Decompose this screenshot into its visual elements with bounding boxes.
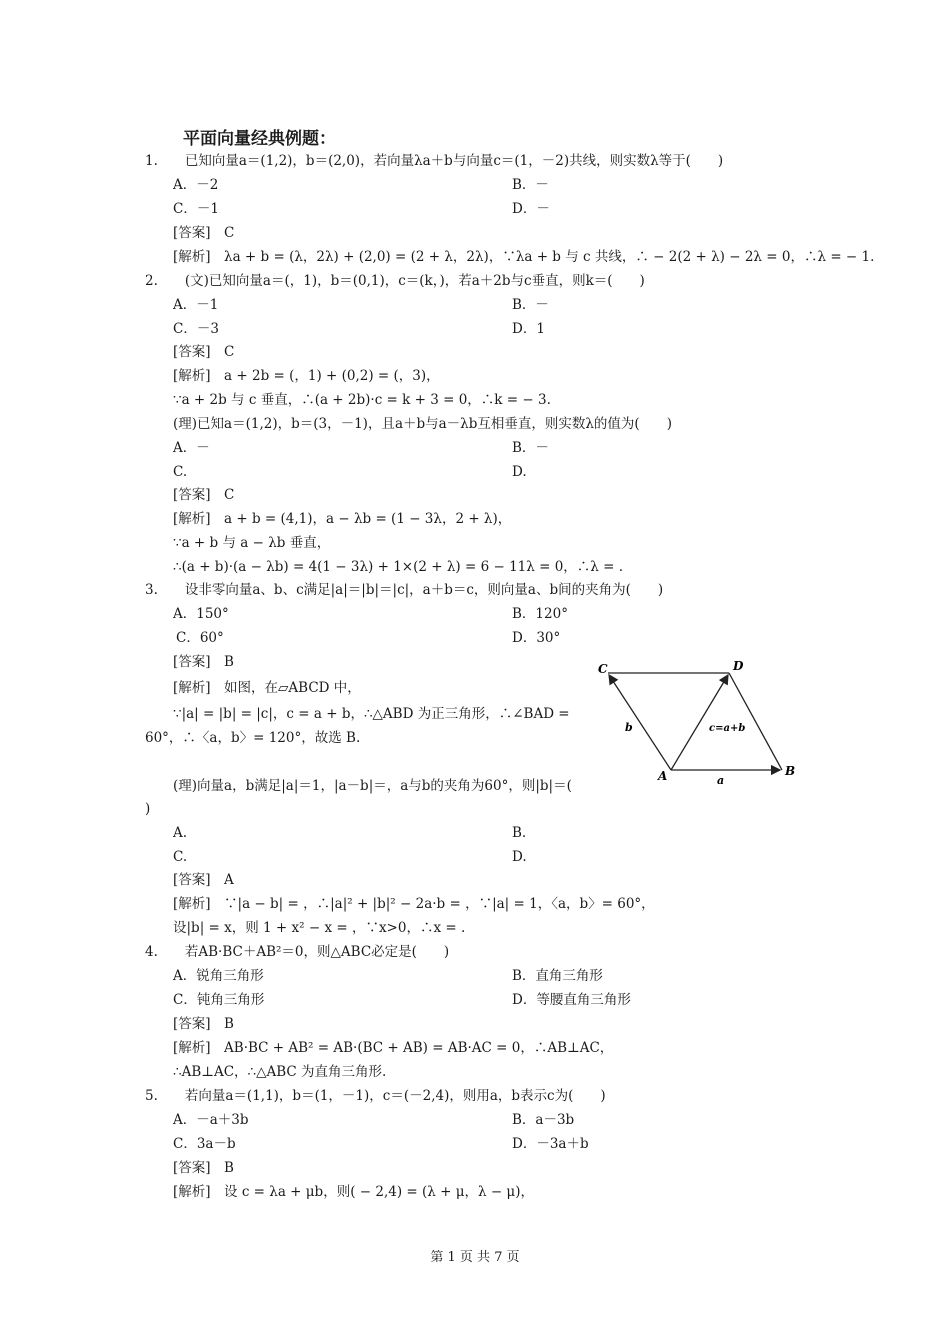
text-line: 5. 若向量a＝(1,1)，b＝(1，－1)，c＝(－2,4)，则用a，b表示c为( ) [145, 1088, 606, 1104]
text-line: [答案] C [173, 487, 235, 503]
text-line: ∵a + b 与 a − λb 垂直， [173, 535, 331, 551]
text-line: 设|b| = x，则 1 + x² − x = ，∵x>0，∴x = . [173, 920, 466, 936]
text-line: [答案] B [173, 1016, 234, 1032]
text-line: D. [512, 849, 527, 865]
text-line: A. [173, 825, 188, 841]
page-footer: 第 1 页 共 7 页 [430, 1250, 520, 1265]
text-line: D．－ [512, 201, 550, 217]
parallelogram-figure [592, 656, 802, 786]
text-line: B．－ [512, 440, 549, 456]
document-title: 平面向量经典例题： [183, 129, 336, 149]
text-line: B．120° [512, 606, 568, 622]
text-line: B. [512, 825, 527, 841]
point-label-c: C [598, 662, 608, 676]
text-line: A．－a＋3b [173, 1112, 249, 1128]
text-line: 4. 若AB·BC＋AB²＝0，则△ABC必定是( ) [145, 944, 450, 960]
point-label-a: A [658, 769, 668, 783]
vector-label-a: a [717, 774, 725, 786]
text-line: B．直角三角形 [512, 968, 603, 984]
text-line: [答案] C [173, 225, 235, 241]
text-line: A．－1 [173, 297, 219, 313]
text-line: C．60° [176, 630, 224, 646]
text-line: D．1 [512, 321, 545, 337]
text-line: 3. 设非零向量a、b、c满足|a|＝|b|＝|c|，a＋b＝c，则向量a、b间的夹角为( ) [145, 582, 664, 598]
text-line: [答案] A [173, 872, 234, 888]
vector-b [609, 675, 671, 770]
text-line: ∵a + 2b 与 c 垂直，∴(a + 2b)·c = k + 3 = 0，∴k = − 3. [173, 392, 551, 408]
text-line: B．－ [512, 297, 549, 313]
text-line: 1. 已知向量a＝(1,2)，b＝(2,0)，若向量λa＋b与向量c＝(1，－2)共线，则实数λ等于( ) [145, 153, 724, 169]
text-line: ∵|a| = |b| = |c|，c = a + b，∴△ABD 为正三角形，∴∠BAD = [173, 706, 570, 722]
vector-label-c: c=a+b [709, 723, 746, 734]
text-line: D．30° [512, 630, 561, 646]
text-line: ) [145, 801, 151, 817]
text-line: [解析] ∵|a − b| = ，∴|a|² + |b|² − 2a·b = ，∵|a| = 1，〈a，b〉= 60°， [173, 896, 655, 912]
text-line: C．钝角三角形 [173, 992, 265, 1008]
text-line: 2. (文)已知向量a＝(，1)，b＝(0,1)，c＝(k，)，若a＋2b与c垂直，则k＝( ) [145, 273, 645, 289]
text-line: D．等腰直角三角形 [512, 992, 631, 1008]
text-line: A．锐角三角形 [173, 968, 264, 984]
text-line: [解析] 设 c = λa + μb，则( − 2,4) = (λ + μ，λ − μ)， [173, 1184, 534, 1200]
text-line: C．－1 [173, 201, 219, 217]
text-line: C. [173, 849, 188, 865]
text-line: C. [173, 464, 188, 480]
segment-db [729, 673, 782, 770]
text-line: [解析] AB·BC + AB² = AB·(BC + AB) = AB·AC = 0，∴AB⊥AC， [173, 1040, 614, 1056]
text-line: B．a－3b [512, 1112, 575, 1128]
text-line: B．－ [512, 177, 549, 193]
vector-label-b: b [625, 721, 633, 734]
text-line: [答案] C [173, 344, 235, 360]
text-line: (理)向量a，b满足|a|＝1，|a－b|＝，a与b的夹角为60°，则|b|＝( [173, 778, 572, 794]
text-line: A．－ [173, 440, 210, 456]
text-line: [解析] λa + b = (λ，2λ) + (2,0) = (2 + λ，2λ)，∵λa + b 与 c 共线，∴ − 2(2 + λ) − 2λ = 0，∴λ = − 1. [173, 249, 875, 265]
text-line: D．－3a＋b [512, 1136, 589, 1152]
text-line: ∴(a + b)·(a − λb) = 4(1 − 3λ) + 1×(2 + λ) = 6 − 11λ = 0，∴λ = . [173, 559, 624, 575]
point-label-b: B [785, 764, 796, 778]
text-line: [答案] B [173, 1160, 234, 1176]
text-line: (理)已知a＝(1,2)，b＝(3，－1)，且a＋b与a－λb互相垂直，则实数λ的值为( ) [173, 416, 672, 432]
text-line: 60°，∴〈a，b〉= 120°，故选 B. [145, 730, 361, 746]
point-label-d: D [733, 659, 744, 673]
text-line: [解析] a + 2b = (，1) + (0,2) = (，3)， [173, 368, 440, 384]
text-line: A．150° [173, 606, 229, 622]
text-line: D. [512, 464, 527, 480]
text-line: ∴AB⊥AC，∴△ABC 为直角三角形. [173, 1064, 387, 1080]
text-line: [解析] 如图，在▱ABCD 中， [173, 680, 361, 696]
text-line: A．－2 [173, 177, 219, 193]
text-line: C．－3 [173, 321, 219, 337]
text-line: C．3a－b [173, 1136, 236, 1152]
text-line: [答案] B [173, 654, 234, 670]
text-line: [解析] a + b = (4,1)，a − λb = (1 − 3λ，2 + λ)， [173, 511, 512, 527]
